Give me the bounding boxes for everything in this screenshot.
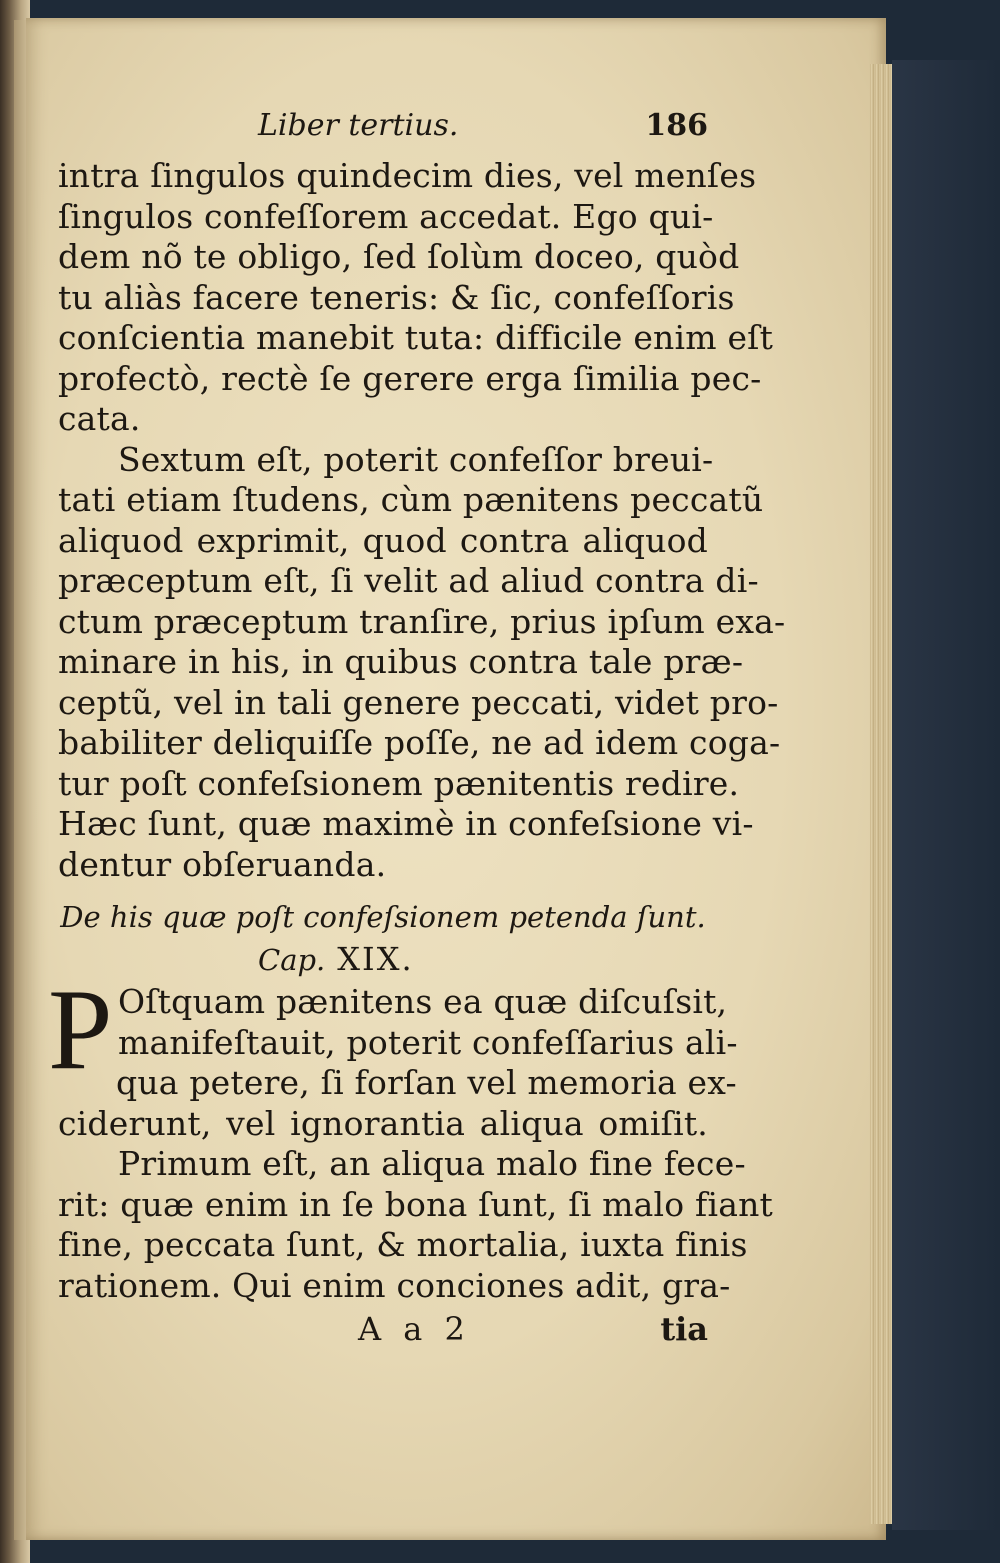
text-line: Oſtquam pænitens ea quæ diſcuſsit, — [118, 982, 728, 1021]
text-line: præceptum eſt, ſi velit ad aliud contra di- — [58, 561, 759, 600]
text-line: ciderunt, vel ignorantia aliqua omiſit. — [58, 1103, 708, 1143]
text-line: minare in his, in quibus contra tale præ- — [58, 642, 744, 681]
text-line: fine, peccata ſunt, & mortalia, iuxta finis — [58, 1225, 748, 1264]
folio-number: 186 — [645, 108, 708, 143]
text-line: dentur obſeruanda. — [58, 844, 387, 884]
text-line: aliquod exprimit, quod contra aliquod — [58, 520, 708, 560]
text-line: tu aliàs facere teneris: & ſic, confeſſoris — [58, 277, 735, 317]
chapter-number: XIX. — [337, 940, 414, 978]
text-line: Hæc ſunt, quæ maximè in confeſsione vi- — [58, 804, 754, 843]
text-line: rit: quæ enim in ſe bona ſunt, ſi malo fiant — [58, 1184, 773, 1224]
text-line: tati etiam ſtudens, cùm pænitens peccatũ — [58, 480, 764, 519]
section-heading: De his quæ poſt confeſsionem petenda ſunt. — [60, 900, 706, 934]
paragraph-primum — [58, 1144, 773, 1306]
catchword: tia — [660, 1310, 708, 1348]
chapter-heading — [58, 937, 708, 982]
chapter-label: Cap. — [258, 943, 326, 977]
drop-capital: P — [48, 966, 113, 1094]
paragraph-sextum — [58, 439, 786, 886]
paragraph-continuation — [58, 156, 774, 440]
text-line: profectò, rectè ſe gerere erga ſimilia pec- — [58, 358, 762, 398]
text-line: ctum præceptum tranſire, prius ipſum exa- — [58, 601, 786, 641]
text-line: conſcientia manebit tuta: difficile enim eſt — [58, 318, 774, 357]
running-title: Liber tertius. — [258, 108, 459, 143]
text-line: manifeſtauit, poterit confeſſarius ali- — [118, 1022, 738, 1062]
text-line: dem nõ te obligo, ſed ſolùm doceo, quòd — [58, 237, 740, 276]
text-line: babiliter deliquiſſe poſſe, ne ad idem coga- — [58, 723, 781, 762]
paragraph-postquam — [48, 966, 738, 1144]
text-line: Sextum eſt, poterit confeſſor breui- — [118, 439, 714, 479]
text-line: qua petere, ſi forſan vel memoria ex- — [116, 1063, 737, 1102]
text-line: ſingulos confeſſorem accedat. Ego qui- — [58, 196, 714, 236]
signature-mark: A a 2 — [358, 1310, 471, 1348]
running-head — [58, 108, 708, 156]
page-fore-edge — [870, 64, 892, 1524]
text-line: tur poſt confeſsionem pænitentis redire. — [58, 763, 740, 803]
background-shadow — [892, 60, 1000, 1530]
text-line: cata. — [58, 399, 141, 438]
text-line: intra ſingulos quindecim dies, vel menſes — [58, 156, 757, 195]
text-line: Primum eſt, an aliqua malo fine fece- — [118, 1144, 746, 1183]
text-line: rationem. Qui enim conciones adit, gra- — [58, 1265, 731, 1305]
page-footer — [58, 1310, 708, 1354]
text-block — [48, 108, 786, 1354]
text-line: ceptũ, vel in tali genere peccati, videt pro- — [58, 682, 779, 722]
